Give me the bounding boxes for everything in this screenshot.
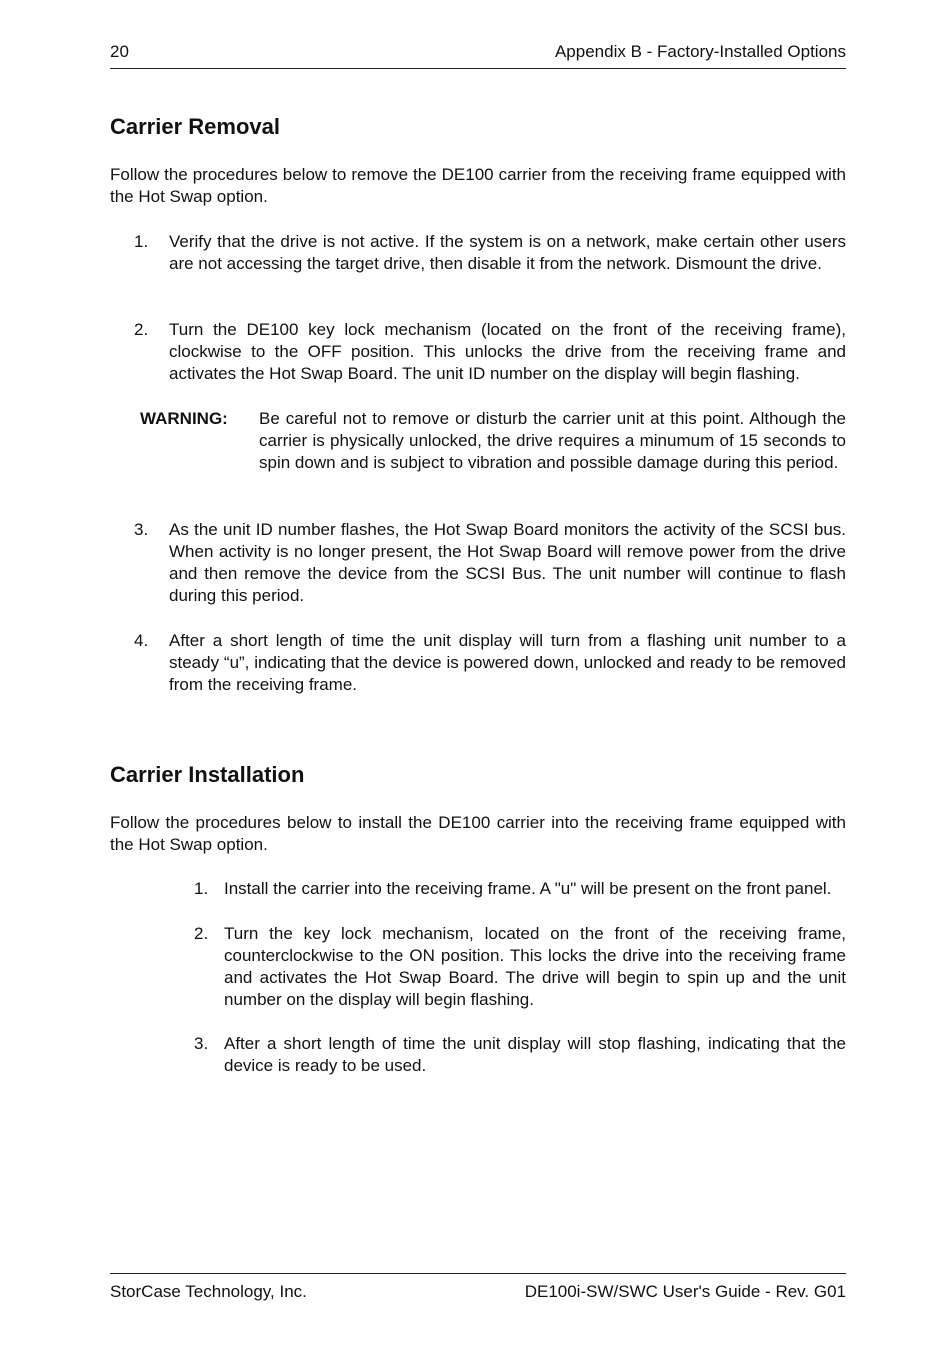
page-number: 20 xyxy=(110,42,129,61)
document-page xyxy=(110,0,846,1360)
removal-intro: Follow the procedures below to remove the DE100 carrier from the receiving frame equipped with the Hot Swap option. xyxy=(110,165,846,206)
step-text: Turn the key lock mechanism, located on the front of the receiving frame, counterclockwise to the ON position. This locks the drive into the receiving frame and activates the Hot Swap Board. The drive will begin to spin up and the unit number on the display will begin flashing. xyxy=(224,924,846,1009)
step-text: Verify that the drive is not active. If the system is on a network, make certain other users are not accessing the target drive, then disable it from the network. Dismount the drive. xyxy=(169,232,846,273)
step-number: 4. xyxy=(134,631,149,650)
header-title: Appendix B - Factory-Installed Options xyxy=(554,42,846,61)
page-header xyxy=(110,40,846,69)
step-number: 1. xyxy=(194,879,209,898)
footer-guide-title: DE100i-SW/SWC User's Guide - Rev. G01 xyxy=(524,1282,846,1301)
step-text: After a short length of time the unit display will turn from a flashing unit number to a steady “u”, indicating that the device is powered down, unlocked and ready to be removed from the receiving frame. xyxy=(169,631,846,694)
installation-intro: Follow the procedures below to install the DE100 carrier into the receiving frame equipped with the Hot Swap option. xyxy=(110,813,846,854)
footer-company: StorCase Technology, Inc. xyxy=(110,1282,307,1301)
carrier-removal-heading: Carrier Removal xyxy=(110,114,280,139)
step-number: 3. xyxy=(134,520,149,539)
step-number: 1. xyxy=(134,232,149,251)
step-text: As the unit ID number flashes, the Hot Swap Board monitors the activity of the SCSI bus. When activity is no longer present, the Hot Swap Board will remove power from the drive and then remove the device from the SCSI Bus. The unit number will continue to flash during this period. xyxy=(169,520,846,605)
page-footer xyxy=(110,1273,846,1306)
warning-text: Be careful not to remove or disturb the carrier unit at this point. Although the carrier is physically unlocked, the drive requires a minumum of 15 seconds to spin down and is subject to vibration and possible damage during this period. xyxy=(259,409,846,472)
step-number: 3. xyxy=(194,1034,209,1053)
step-text: After a short length of time the unit display will stop flashing, indicating that the device is ready to be used. xyxy=(224,1034,846,1075)
step-text: Turn the DE100 key lock mechanism (located on the front of the receiving frame), clockwise to the OFF position. This unlocks the drive from the receiving frame and activates the Hot Swap Board. The unit ID number on the display will begin flashing. xyxy=(169,320,846,383)
step-text: Install the carrier into the receiving frame. A "u" will be present on the front panel. xyxy=(224,879,832,898)
step-number: 2. xyxy=(134,320,149,339)
warning-label: WARNING: xyxy=(140,409,228,428)
step-number: 2. xyxy=(194,924,209,943)
carrier-installation-heading: Carrier Installation xyxy=(110,762,305,787)
